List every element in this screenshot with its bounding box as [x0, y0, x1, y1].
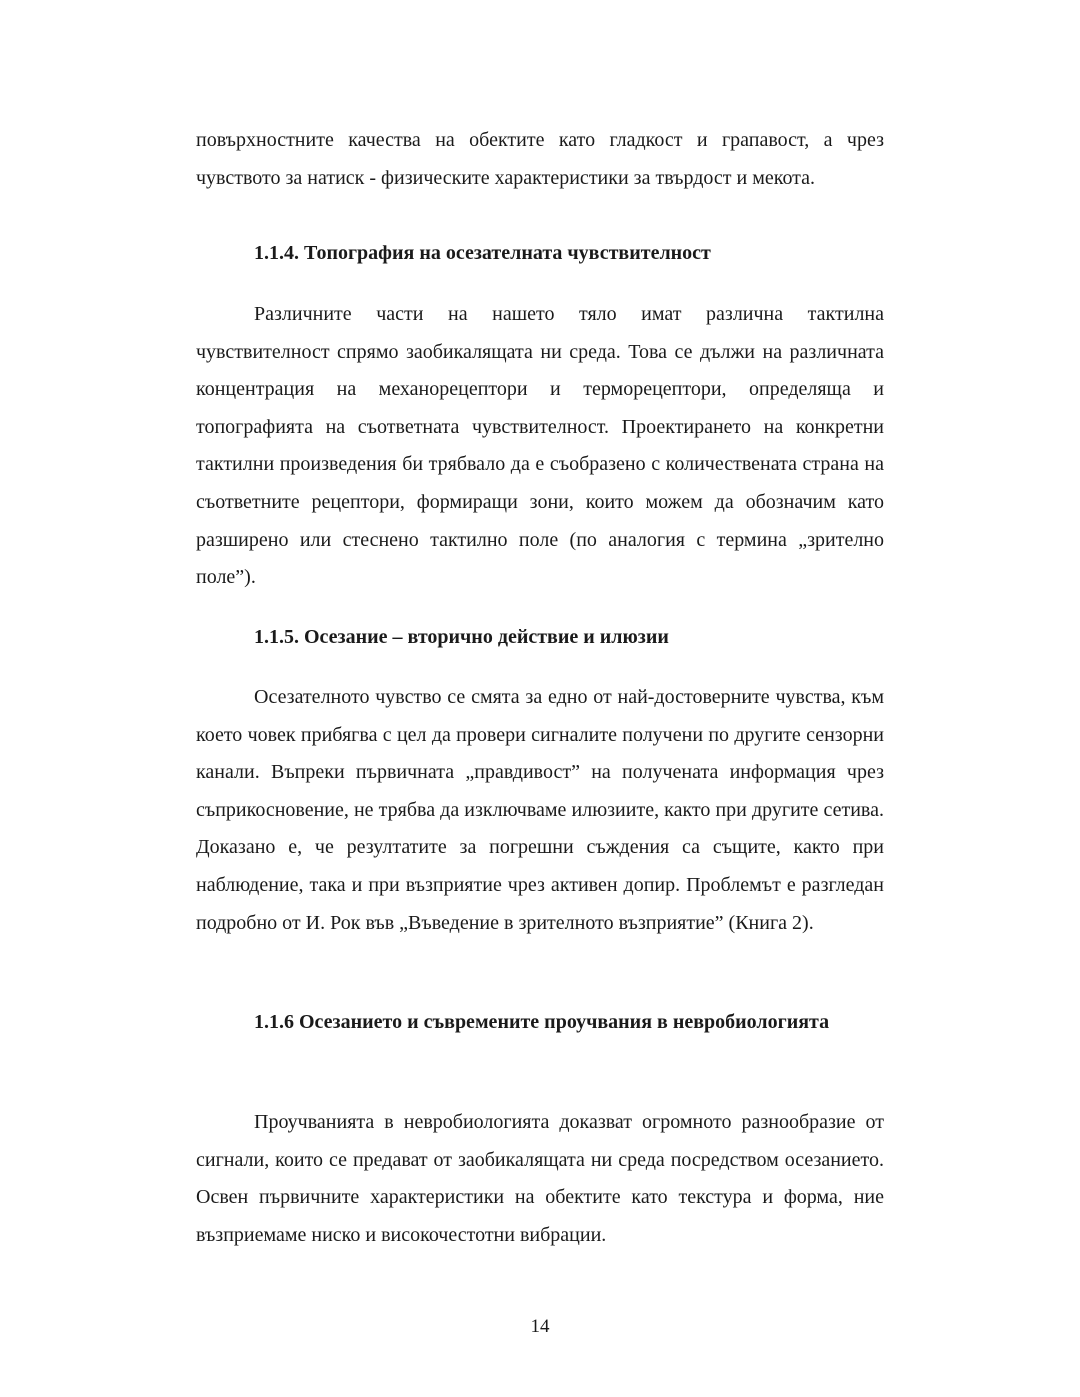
page-number: 14 [530, 1316, 550, 1337]
section-paragraph-1-1-5: Осезателното чувство се смята за едно от най-достоверните чувства, към което човек прибягва с цел да провери сигналите получени по другите сензорни канали. Въпреки първичната „правдивост” на получената информация чрез съприкосновение, не трябва да изключваме илюзиите, както при другите сетива. Доказано е, че резултатите за погрешни съждения са същите, както при наблюдение, така и при възприятие чрез активен допир. Проблемът е разгледан подробно от И. Рок във „Въведение в зрителното възприятие” (Книга 2). [196, 686, 884, 934]
section-heading-1-1-4: 1.1.4. Топография на осезателната чувствителност [254, 242, 711, 264]
section-heading-1-1-6: 1.1.6 Осезанието и съвремените проучвания в невробиологията [254, 1011, 830, 1033]
section-paragraph-1-1-6: Проучванията в невробиологията доказват огромното разнообразие от сигнали, които се предават от заобикалящата ни среда посредством осезанието. Освен първичните характеристики на обектите като текстура и форма, ние възприемаме ниско и високочестотни вибрации. [196, 1111, 884, 1246]
continuation-paragraph: повърхностните качества на обектите като гладкост и грапавост, а чрез чувството за натиск - физическите характеристики за твърдост и мекота. [196, 129, 884, 189]
section-heading-1-1-5: 1.1.5. Осезание – вторично действие и илюзии [254, 626, 669, 648]
section-paragraph-1-1-4: Различните части на нашето тяло имат различна тактилна чувствителност спрямо заобикалящата ни среда. Това се дължи на различната концентрация на механорецептори и терморецептори, определяща и топографията на съответната чувствителност. Проектирането на конкретни тактилни произведения би трябвало да е съобразено с количествената страна на съответните рецептори, формиращи зони, които можем да обозначим като разширено или стеснено тактилно поле (по аналогия с термина „зрително поле”). [196, 303, 884, 589]
